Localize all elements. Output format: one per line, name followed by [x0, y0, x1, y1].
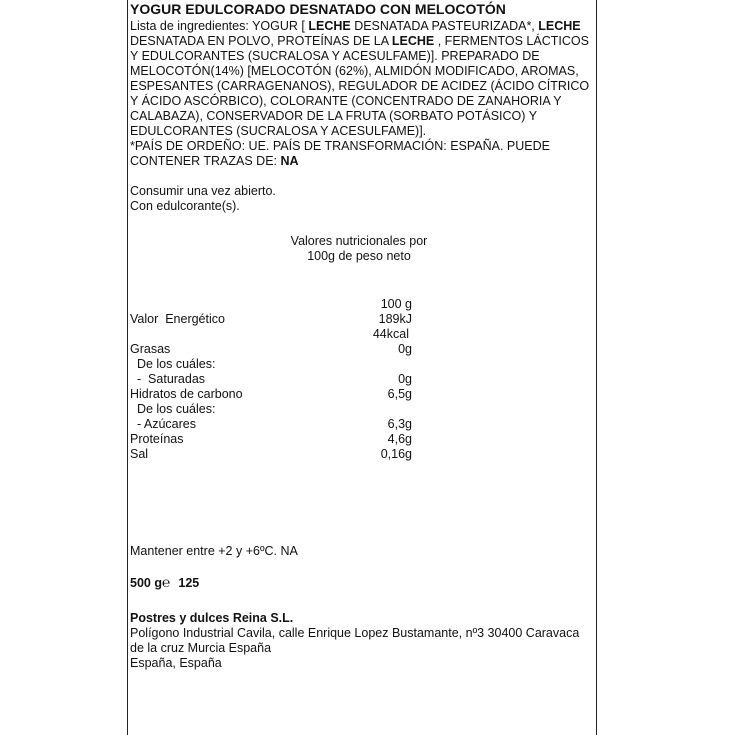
product-label — [130, 0, 592, 671]
table-row — [130, 402, 592, 417]
nutrient-value: 4,6g — [387, 432, 412, 446]
nutrient-value: 6,3g — [387, 417, 412, 431]
nutrition-header-row — [130, 297, 592, 312]
nutrient-value: 6,5g — [387, 387, 412, 401]
table-row — [130, 372, 592, 387]
table-row — [130, 342, 592, 357]
table-row — [130, 312, 592, 327]
nutrient-value: 189kJ — [378, 312, 412, 326]
weight-count: 125 — [178, 576, 200, 590]
nutrient-label: Hidratos de carbono — [130, 387, 243, 401]
nutrient-value: 44kcal — [372, 327, 409, 341]
nutrient-value: 0,16g — [380, 447, 412, 461]
nutrient-label: - Saturadas — [130, 372, 206, 386]
nutrient-value: 0g — [398, 342, 412, 356]
table-row — [130, 432, 592, 447]
allergen-leche: LECHE — [538, 19, 581, 33]
nutrient-label: Grasas — [130, 342, 171, 356]
ingredients-list — [130, 19, 592, 169]
origin-text: *PAÍS DE ORDEÑO: UE. PAÍS DE TRANSFORMACIÓN: ESPAÑA. PUEDE CONTENER TRAZAS DE: — [130, 139, 550, 168]
net-weight — [130, 575, 592, 591]
nutrition-title-line2: 100g de peso neto — [307, 249, 411, 263]
manufacturer-address: Polígono Industrial Cavila, calle Enrique Lopez Bustamante, nº3 30400 Caravaca de la cruz Murcia España — [130, 626, 580, 655]
storage-instructions: Mantener entre +2 y +6ºC. NA — [130, 544, 298, 558]
product-title: YOGUR EDULCORADO DESNATADO CON MELOCOTÓN — [130, 1, 506, 17]
nutrient-label: Sal — [130, 447, 149, 461]
nutrient-label: De los cuáles: — [130, 357, 216, 371]
ingredients-segment: , FERMENTOS LÁCTICOS Y EDULCORANTES (SUCRALOSA Y ACESULFAME)]. PREPARADO DE MELOCOTÓN(14%) [MELOCOTÓN (62%), ALMIDÓN MODIFICADO, AROMAS, ESPESANTES (CARRAGENANOS), REGULADOR DE ACIDEZ (ÁCIDO CÍTRICO Y ÁCIDO ASCÓRBICO), COLORANTE (CONCENTRADO DE ZANAHORIA Y CALABAZA), CONSERVADOR DE LA FRUTA (SORBATO POTÁSICO) Y EDULCORANTES (SUCRALOSA Y ACESULFAME)]. — [130, 34, 590, 138]
nutrition-header: 100 g — [380, 297, 412, 311]
ingredients-segment: DESNATADA PASTEURIZADA*, — [350, 19, 539, 33]
table-row — [130, 327, 592, 342]
nutrition-title-line1: Valores nutricionales por — [290, 234, 428, 248]
table-row — [130, 417, 592, 432]
nutrition-table — [130, 297, 592, 462]
allergen-leche: LECHE — [308, 19, 351, 33]
ingredients-segment: DESNATADA EN POLVO, PROTEÍNAS DE LA — [130, 34, 392, 48]
nutrient-label: Valor Energético — [130, 312, 225, 326]
table-row — [130, 447, 592, 462]
weight-amount: 500 g — [130, 576, 162, 590]
table-row — [130, 387, 592, 402]
nutrient-label: - Azúcares — [130, 417, 196, 431]
nutrient-value: 0g — [398, 372, 412, 386]
allergen-leche: LECHE — [391, 34, 435, 48]
nutrient-label: De los cuáles: — [130, 402, 216, 416]
note-opened: Consumir una vez abierto. — [130, 184, 276, 198]
manufacturer-name: Postres y dulces Reina S.L. — [130, 611, 294, 625]
nutrition-title — [128, 234, 590, 264]
table-row — [130, 357, 592, 372]
note-sweetener: Con edulcorante(s). — [130, 199, 240, 213]
ingredients-intro: Lista de ingredientes: YOGUR [ — [130, 19, 309, 33]
traces-value: NA — [280, 154, 299, 168]
estimated-sign-icon: ℮ — [161, 574, 171, 590]
manufacturer-country: España, España — [130, 656, 222, 670]
nutrient-label: Proteínas — [130, 432, 184, 446]
